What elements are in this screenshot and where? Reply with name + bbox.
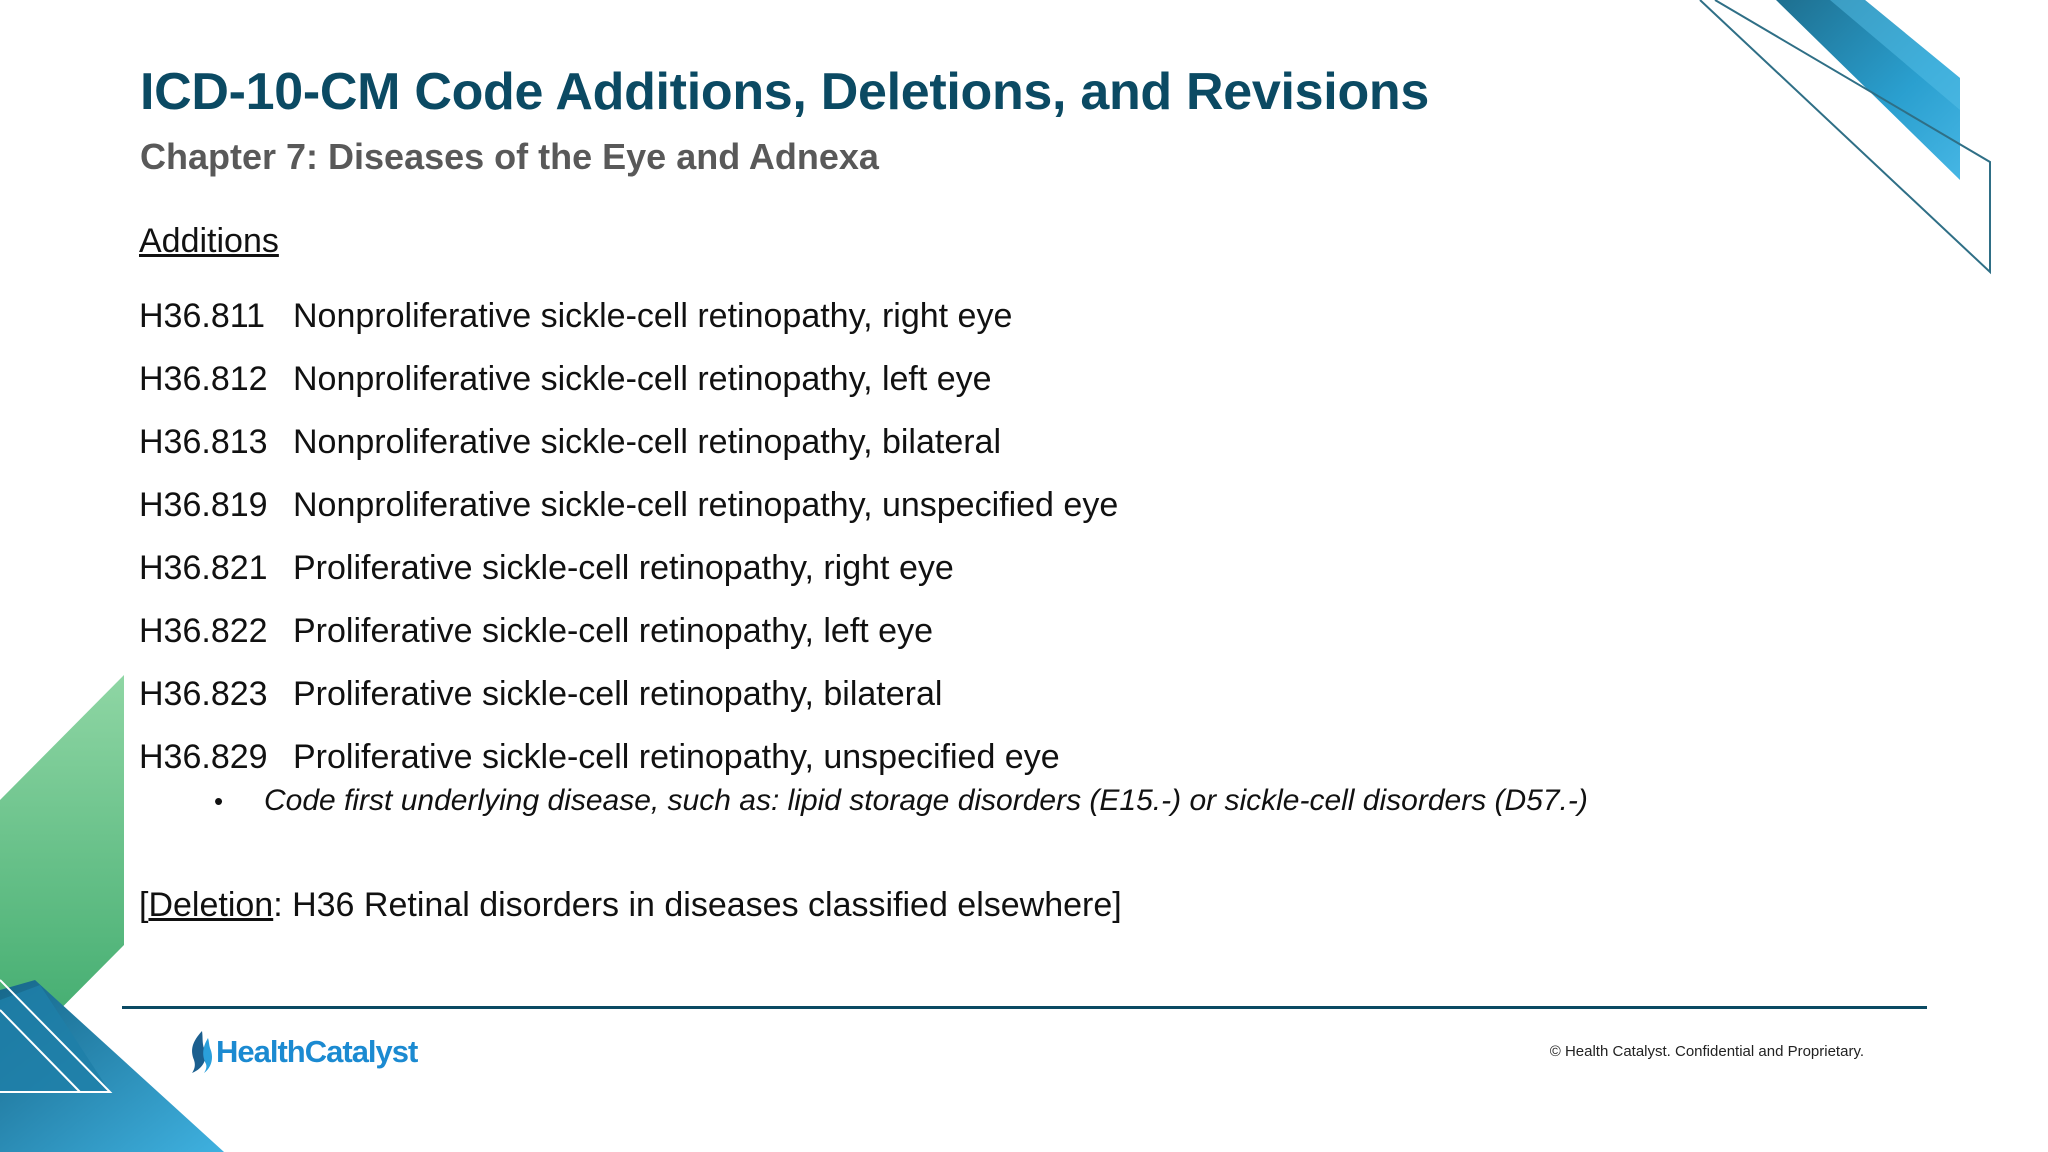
code-description: Nonproliferative sickle-cell retinopathy, bilateral [293, 423, 1002, 461]
list-item [139, 474, 1118, 537]
code-first-note [214, 784, 1588, 818]
list-item [139, 285, 1118, 348]
code-description: Proliferative sickle-cell retinopathy, left eye [293, 612, 933, 650]
deletion-open-bracket: [ [139, 886, 149, 924]
additions-heading: Additions [139, 222, 279, 260]
bullet-icon: • [214, 785, 224, 816]
code-description: Proliferative sickle-cell retinopathy, right eye [293, 549, 954, 587]
deletion-line [139, 886, 1122, 925]
code-description: Nonproliferative sickle-cell retinopathy, left eye [293, 360, 992, 398]
footer-divider [122, 1006, 1927, 1009]
code: H36.829 [139, 738, 268, 776]
code: H36.822 [139, 612, 268, 650]
deletion-label: Deletion [148, 886, 274, 924]
list-item [139, 600, 1118, 663]
code-description: Nonproliferative sickle-cell retinopathy, right eye [293, 297, 1013, 335]
flame-logo-icon [188, 1030, 214, 1074]
code-description: Nonproliferative sickle-cell retinopathy, unspecified eye [293, 486, 1119, 524]
code: H36.823 [139, 675, 268, 713]
list-item [139, 411, 1118, 474]
list-item [139, 663, 1118, 726]
code-description: Proliferative sickle-cell retinopathy, bilateral [293, 675, 943, 713]
code-description: Proliferative sickle-cell retinopathy, unspecified eye [293, 738, 1060, 776]
deletion-text: : H36 Retinal disorders in diseases classified elsewhere] [273, 886, 1122, 924]
code: H36.813 [139, 423, 268, 461]
health-catalyst-logo [188, 1030, 417, 1074]
list-item [139, 348, 1118, 411]
note-text: Code first underlying disease, such as: lipid storage disorders (E15.-) or sickle-cell disorders (D57.-) [264, 784, 1588, 817]
code: H36.819 [139, 486, 268, 524]
slide-subtitle: Chapter 7: Diseases of the Eye and Adnexa [140, 136, 879, 177]
slide-title: ICD-10-CM Code Additions, Deletions, and Revisions [140, 63, 1429, 121]
list-item [139, 726, 1118, 789]
code: H36.811 [139, 297, 266, 335]
logo-wordmark: HealthCatalyst [216, 1034, 418, 1069]
list-item [139, 537, 1118, 600]
code: H36.821 [139, 549, 268, 587]
additions-list [139, 285, 1118, 789]
copyright-text: © Health Catalyst. Confidential and Proprietary. [1549, 1043, 1864, 1060]
code: H36.812 [139, 360, 268, 398]
